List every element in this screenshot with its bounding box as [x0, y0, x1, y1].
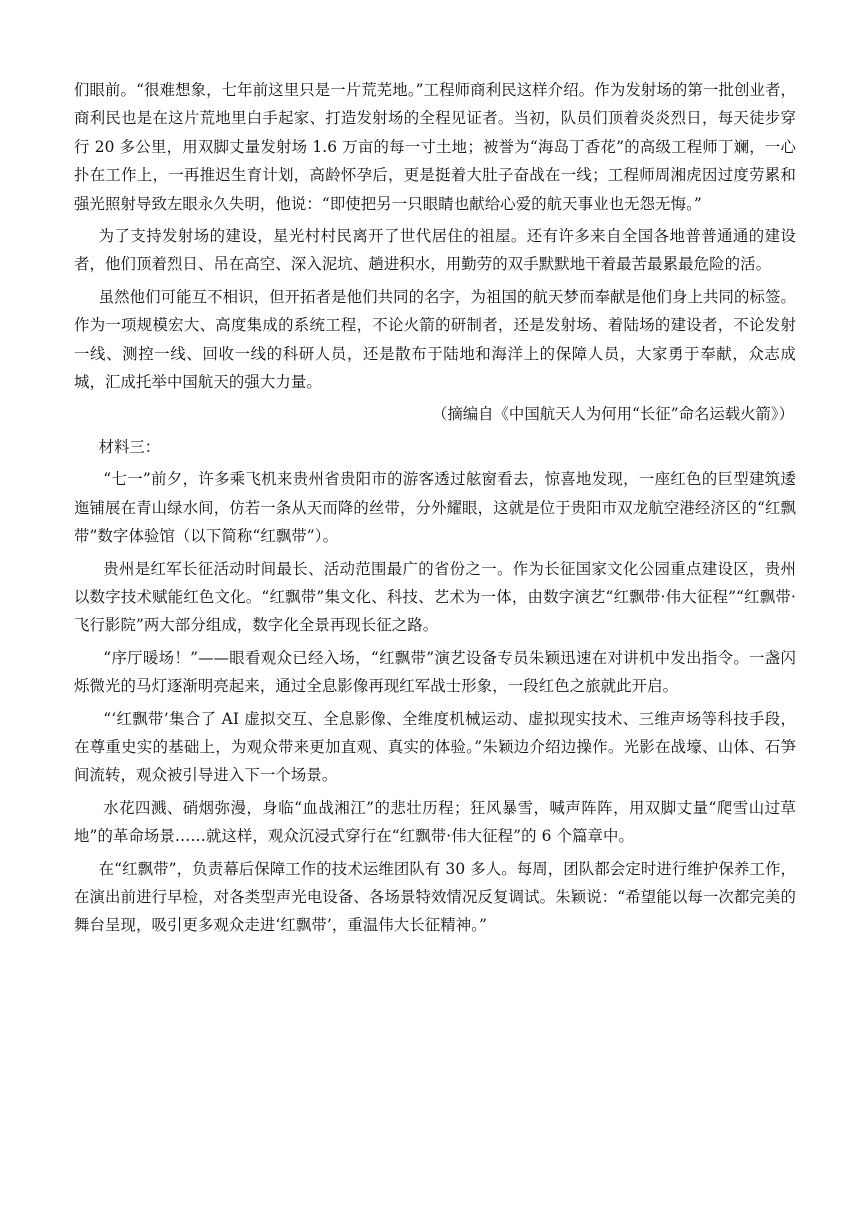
paragraph-continuation: 们眼前。“很难想象，七年前这里只是一片荒芜地。”工程师商利民这样介绍。作为发射场的第一批创业者，商利民也是在这片荒地里白手起家、打造发射场的全程见证者。当初，队员们顶着炎炎烈日，每天徒步穿行 20 多公里，用双脚丈量发射场 1.6 万亩的每一寸土地；被誉为“海岛丁香花”的高级工程师丁斓，一心扑在工作上，一再推迟生育计划，高龄怀孕后，更是挺着大肚子奋战在一线；工程师周湘虎因过度劳累和强光照射导致左眼永久失明，他说：“即使把另一只眼睛也献给心爱的航天事业也无怨无悔。”: [74, 81, 796, 213]
paragraph-villagers: 为了支持发射场的建设，星光村村民离开了世代居住的祖屋。还有许多来自全国各地普普通通的建设者，他们顶着烈日、吊在高空、深入泥坑、趟进积水，用勤劳的双手默默地干着最苦最累最危险的活。: [74, 227, 796, 274]
paragraph-scenes: 水花四溅、硝烟弥漫，身临“血战湘江”的悲壮历程；狂风暴雪，喊声阵阵，用双脚丈量“爬雪山过草地”的革命场景……就这样，观众沉浸式穿行在“红飘带·伟大征程”的 6 个篇章中。: [74, 798, 796, 846]
paragraph-red-ribbon-intro: “七一”前夕，许多乘飞机来贵州省贵阳市的游客透过舷窗看去，惊喜地发现，一座红色的巨型建筑逶迤铺展在青山绿水间，仿若一条从天而降的丝带，分外耀眼，这就是位于贵阳市双龙航空港经济区的“红飘带”数字体验馆（以下简称“红飘带”）。: [74, 470, 796, 546]
paragraph-pioneers: 虽然他们可能互不相识，但开拓者是他们共同的名字，为祖国的航天梦而奉献是他们身上共同的标签。作为一项规模宏大、高度集成的系统工程，不论火箭的研制者，还是发射场、着陆场的建设者，不论发射一线、测控一线、回收一线的科研人员，还是散布于陆地和海洋上的保障人员，大家勇于奉献，众志成城，汇成托举中国航天的强大力量。: [74, 287, 796, 392]
source-citation: （摘编自《中国航天人为何用“长征”命名运载火箭》）: [431, 405, 794, 424]
material-three-heading: 材料三：: [98, 437, 161, 456]
paragraph-technology: “‘红飘带’集合了 AI 虚拟交互、全息影像、全维度机械运动、虚拟现实技术、三维声场等科技手段，在尊重史实的基础上，为观众带来更加直观、真实的体验。”朱颖边介绍边操作。光影在战壕、山体、石笋间流转，观众被引导进入下一个场景。: [74, 709, 796, 785]
paragraph-guizhou: 贵州是红军长征活动时间最长、活动范围最广的省份之一。作为长征国家文化公园重点建设区，贵州以数字技术赋能红色文化。“红飘带”集文化、科技、艺术为一体，由数字演艺“红飘带·伟大征程”“红飘带·飞行影院”两大部分组成，数字化全景再现长征之路。: [74, 559, 796, 635]
paragraph-maintenance-team: 在“红飘带”，负责幕后保障工作的技术运维团队有 30 多人。每周，团队都会定时进行维护保养工作，在演出前进行早检，对各类型声光电设备、各场景特效情况反复调试。朱颖说：“希望能以每一次都完美的舞台呈现，吸引更多观众走进‘红飘带’，重温伟大长征精神。”: [74, 859, 796, 935]
paragraph-warmup: “序厅暖场！”——眼看观众已经入场，“红飘带”演艺设备专员朱颖迅速在对讲机中发出指令。一盏闪烁微光的马灯逐渐明亮起来，通过全息影像再现红军战士形象，一段红色之旅就此开启。: [74, 648, 796, 696]
document-page: [74, 76, 796, 944]
